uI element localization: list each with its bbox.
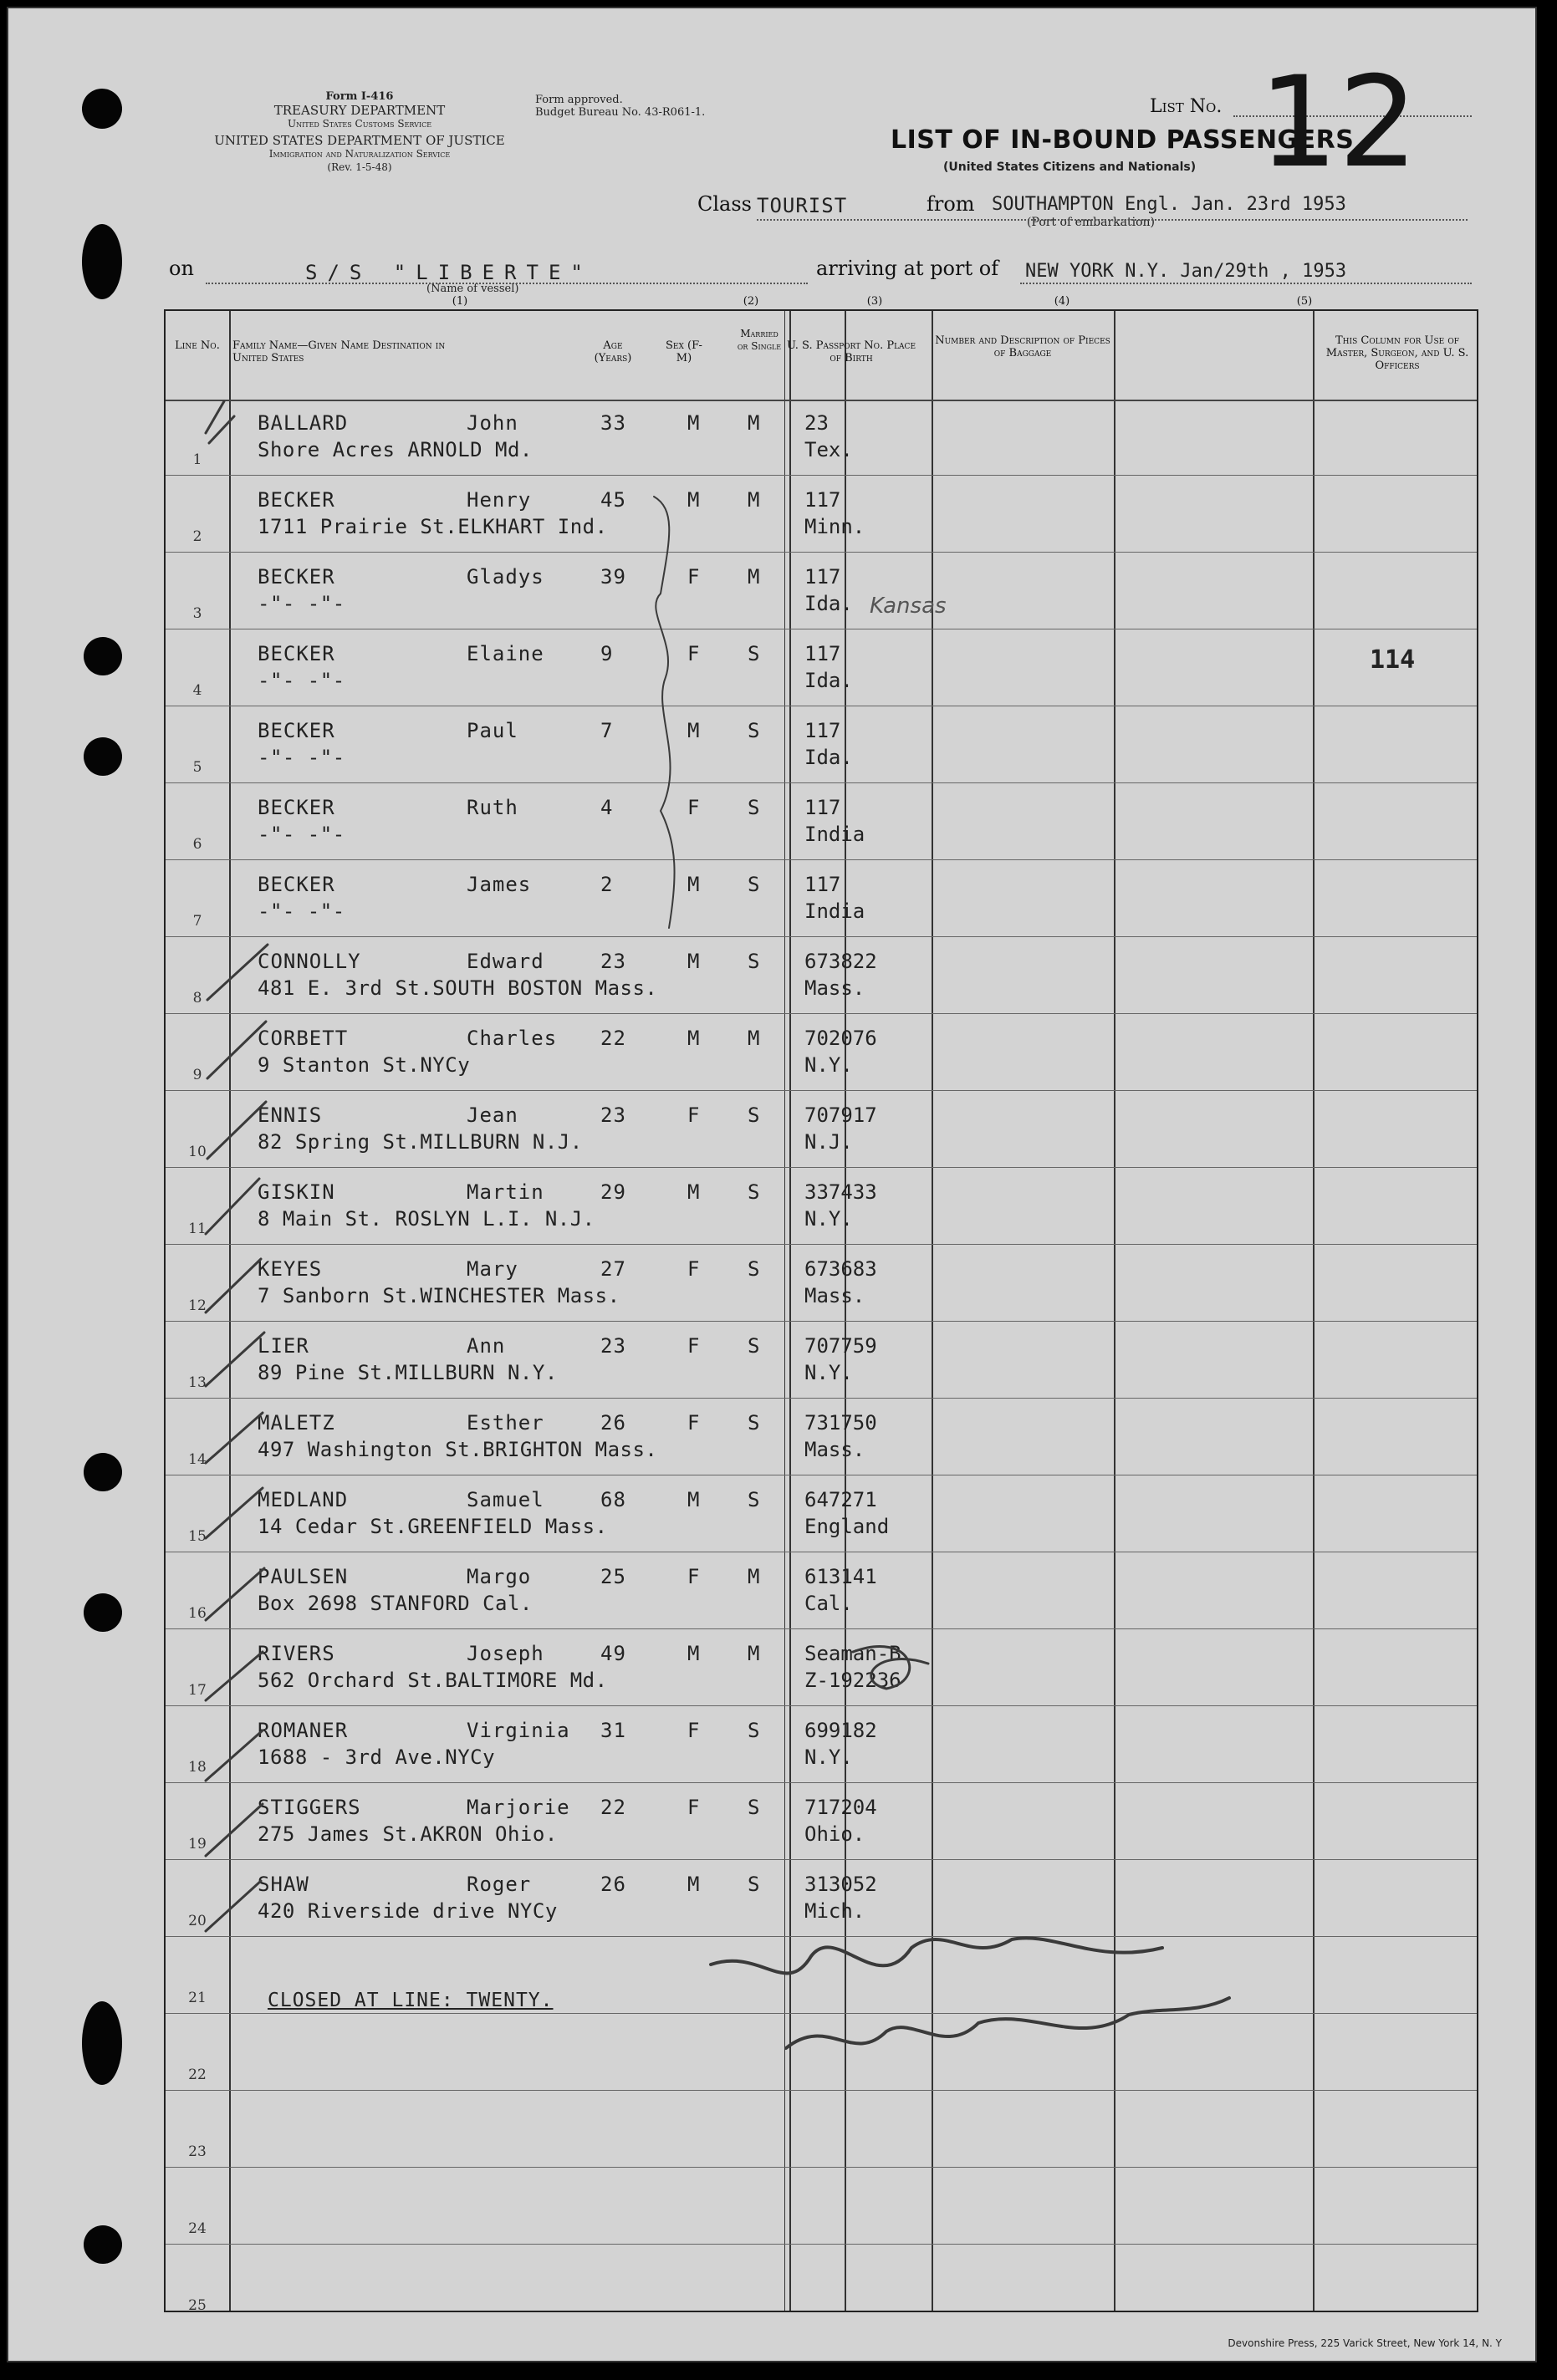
table-row [166, 553, 1477, 630]
given-name: Edward [467, 950, 544, 973]
family-name: ROMANER [258, 1719, 349, 1742]
family-name: KEYES [258, 1257, 323, 1281]
marital-status: S [748, 1488, 761, 1511]
given-name: Jean [467, 1103, 518, 1127]
given-name: Joseph [467, 1642, 544, 1665]
row-divider [166, 2167, 1477, 2168]
row-divider [166, 1705, 1477, 1706]
table-row [166, 938, 1477, 1015]
form-number: Form I-416 [325, 90, 394, 103]
title: LIST OF IN-BOUND PASSENGERS [891, 125, 1355, 155]
line-no: 16 [188, 1605, 207, 1622]
table-row [166, 861, 1477, 938]
closed-text: CLOSED AT LINE: TWENTY. [268, 1990, 554, 2011]
row-divider [166, 782, 1477, 783]
place-of-birth: Cal. [804, 1592, 853, 1615]
place-of-birth: Mich. [804, 1899, 865, 1923]
line-no: 2 [192, 528, 202, 545]
marital-status: S [748, 1334, 761, 1358]
family-name: BECKER [258, 873, 335, 896]
family-name: CORBETT [258, 1027, 349, 1050]
empty-row [166, 2092, 1477, 2169]
marital-status: M [748, 1642, 761, 1665]
sex: F [687, 1796, 701, 1819]
marital-status: M [748, 411, 761, 435]
customs-label: United States Customs Service [287, 118, 432, 130]
marital-status: S [748, 873, 761, 896]
line-no: 3 [192, 605, 202, 622]
age: 49 [600, 1642, 626, 1665]
given-name: Ruth [467, 796, 518, 819]
list-no-label: List No. [1150, 96, 1223, 117]
row-divider [166, 1936, 1477, 1937]
col-header-age: Age (Years) [594, 339, 632, 364]
col-header-officers: This Column for Use of Master, Surgeon, and U. S. Officers [1325, 334, 1469, 372]
row-divider [166, 1244, 1477, 1245]
age: 26 [600, 1411, 626, 1435]
given-name: Mary [467, 1257, 518, 1281]
family-name: RIVERS [258, 1642, 335, 1665]
given-name: James [467, 873, 532, 896]
destination: 82 Spring St.MILLBURN N.J. [258, 1130, 583, 1154]
port-embark-caption: (Port of embarkation) [1027, 216, 1155, 229]
sex: F [687, 1257, 701, 1281]
line-no: 15 [188, 1528, 207, 1545]
given-name: Marjorie [467, 1796, 570, 1819]
approval-block [535, 94, 705, 119]
passport-no: 702076 [804, 1027, 877, 1050]
marital-status: S [748, 642, 761, 665]
family-name: ENNIS [258, 1103, 323, 1127]
sex: M [687, 488, 701, 512]
line-no: 24 [188, 2220, 207, 2237]
col-header-passport: U. S. Passport No. Place of Birth [786, 339, 916, 364]
line-no: 7 [192, 913, 202, 930]
passport-no: 117 [804, 873, 841, 896]
family-name: BECKER [258, 796, 335, 819]
given-name: Roger [467, 1873, 532, 1896]
line-no: 21 [188, 1990, 207, 2006]
age: 45 [600, 488, 626, 512]
col-num-baggage: (4) [1054, 295, 1070, 308]
destination: 7 Sanborn St.WINCHESTER Mass. [258, 1284, 620, 1307]
family-name: LIER [258, 1334, 309, 1358]
family-name: PAULSEN [258, 1565, 349, 1588]
marital-status: M [748, 565, 761, 589]
marital-status: S [748, 1719, 761, 1742]
family-name: BALLARD [258, 411, 349, 435]
sex: F [687, 565, 701, 589]
place-of-birth: Z-192236 [804, 1669, 901, 1692]
line-no: 19 [188, 1836, 207, 1853]
table-row [166, 1630, 1477, 1707]
row-divider [166, 1859, 1477, 1860]
line-no: 25 [188, 2297, 207, 2314]
marital-status: S [748, 950, 761, 973]
passenger-table [164, 309, 1478, 2312]
punch-hole [84, 1453, 122, 1491]
family-name: BECKER [258, 488, 335, 512]
big-list-number: 12 [1258, 50, 1418, 196]
subtitle: (United States Citizens and Nationals) [943, 161, 1197, 174]
destination: 497 Washington St.BRIGHTON Mass. [258, 1438, 658, 1461]
given-name: John [467, 411, 518, 435]
col-header-married: Married or Single [737, 328, 782, 352]
place-of-birth: Minn. [804, 515, 865, 538]
age: 27 [600, 1257, 626, 1281]
class-label: Class [697, 192, 752, 216]
table-row [166, 1476, 1477, 1553]
revision-label: (Rev. 1-5-48) [327, 161, 392, 173]
manifest-page [7, 7, 1537, 2362]
officers-note: 114 [1370, 645, 1416, 675]
age: 29 [600, 1180, 626, 1204]
sex: F [687, 1719, 701, 1742]
approved-label: Form approved. [535, 94, 623, 106]
arrival-line [1020, 283, 1472, 284]
col-num-passport: (3) [866, 295, 883, 308]
family-name: GISKIN [258, 1180, 335, 1204]
line-no: 1 [192, 451, 202, 468]
age: 39 [600, 565, 626, 589]
sex: M [687, 411, 701, 435]
sex: M [687, 1180, 701, 1204]
marital-status: M [748, 1027, 761, 1050]
destination: Box 2698 STANFORD Cal. [258, 1592, 533, 1615]
line-no: 11 [188, 1221, 207, 1237]
destination: 8 Main St. ROSLYN L.I. N.J. [258, 1207, 595, 1231]
empty-row [166, 2245, 1477, 2322]
passport-no: 707917 [804, 1103, 877, 1127]
line-no: 18 [188, 1759, 207, 1776]
place-of-birth: N.Y. [804, 1361, 853, 1384]
col-num-officers: (5) [1296, 295, 1313, 308]
age: 7 [600, 719, 614, 742]
on-label: on [169, 257, 194, 280]
destination: -"- -"- [258, 900, 345, 923]
row-divider [166, 2090, 1477, 2091]
destination: 562 Orchard St.BALTIMORE Md. [258, 1669, 608, 1692]
passport-no: 731750 [804, 1411, 877, 1435]
family-name: BECKER [258, 565, 335, 589]
row-divider [166, 552, 1477, 553]
row-divider [166, 1013, 1477, 1014]
age: 33 [600, 411, 626, 435]
sex: M [687, 1642, 701, 1665]
col-header-sex: Sex (F-M) [666, 339, 702, 364]
justice-label: UNITED STATES DEPARTMENT OF JUSTICE [214, 133, 505, 148]
punch-hole [84, 1593, 122, 1632]
passport-no: 647271 [804, 1488, 877, 1511]
destination: 9 Stanton St.NYCy [258, 1053, 471, 1077]
passport-no: 613141 [804, 1565, 877, 1588]
age: 68 [600, 1488, 626, 1511]
sex: F [687, 1103, 701, 1127]
passport-no: 117 [804, 719, 841, 742]
table-row [166, 1246, 1477, 1323]
row-divider [166, 475, 1477, 476]
destination: -"- -"- [258, 823, 345, 846]
given-name: Ann [467, 1334, 506, 1358]
sex: F [687, 1411, 701, 1435]
sex: M [687, 719, 701, 742]
passport-no: 707759 [804, 1334, 877, 1358]
table-row [166, 1323, 1477, 1399]
passport-no: 337433 [804, 1180, 877, 1204]
age: 26 [600, 1873, 626, 1896]
age: 2 [600, 873, 614, 896]
age: 4 [600, 796, 614, 819]
given-name: Henry [467, 488, 532, 512]
class-value: TOURIST [757, 194, 848, 217]
row-divider [166, 1167, 1477, 1168]
treasury-label: TREASURY DEPARTMENT [273, 103, 446, 118]
marital-status: S [748, 1257, 761, 1281]
passport-no: 117 [804, 642, 841, 665]
budget-label: Budget Bureau No. 43-R061-1. [535, 106, 706, 119]
vessel-line [206, 283, 808, 284]
given-name: Margo [467, 1565, 532, 1588]
passport-no: Seaman-B [804, 1642, 901, 1665]
sex: M [687, 1488, 701, 1511]
given-name: Elaine [467, 642, 544, 665]
from-value: SOUTHAMPTON Engl. Jan. 23rd 1953 [992, 194, 1346, 215]
family-name: SHAW [258, 1873, 309, 1896]
table-row [166, 630, 1477, 707]
age: 25 [600, 1565, 626, 1588]
handwritten-kansas: Kansas [870, 594, 947, 619]
marital-status: S [748, 1796, 761, 1819]
marital-status: S [748, 1411, 761, 1435]
place-of-birth: England [804, 1515, 890, 1538]
line-no: 17 [188, 1682, 207, 1699]
row-divider [166, 936, 1477, 937]
passport-no: 23 [804, 411, 829, 435]
empty-row [166, 2015, 1477, 2092]
passport-no: 117 [804, 565, 841, 589]
family-name: CONNOLLY [258, 950, 361, 973]
line-no: 12 [188, 1297, 207, 1314]
table-row [166, 784, 1477, 861]
place-of-birth: India [804, 823, 865, 846]
place-of-birth: N.Y. [804, 1207, 853, 1231]
sex: M [687, 1027, 701, 1050]
age: 23 [600, 1103, 626, 1127]
place-of-birth: N.Y. [804, 1746, 853, 1769]
form-info-block [167, 90, 552, 174]
from-label: from [927, 192, 975, 216]
passport-no: 673822 [804, 950, 877, 973]
row-divider [166, 1628, 1477, 1629]
punch-hole [82, 2001, 122, 2085]
row-divider [166, 1321, 1477, 1322]
place-of-birth: Ida. [804, 592, 853, 615]
passport-no: 117 [804, 796, 841, 819]
passport-no: 313052 [804, 1873, 877, 1896]
place-of-birth: Mass. [804, 976, 865, 1000]
ins-label: Immigration and Naturalization Service [268, 148, 451, 160]
marital-status: S [748, 1873, 761, 1896]
destination: Shore Acres ARNOLD Md. [258, 438, 533, 461]
sex: F [687, 1334, 701, 1358]
line-no: 14 [188, 1451, 207, 1468]
given-name: Esther [467, 1411, 544, 1435]
age: 31 [600, 1719, 626, 1742]
place-of-birth: N.J. [804, 1130, 853, 1154]
sex: F [687, 796, 701, 819]
row-divider [166, 2013, 1477, 2014]
marital-status: S [748, 1180, 761, 1204]
age: 23 [600, 950, 626, 973]
destination: 1688 - 3rd Ave.NYCy [258, 1746, 496, 1769]
given-name: Martin [467, 1180, 544, 1204]
line-no: 10 [188, 1144, 207, 1160]
destination: 420 Riverside drive NYCy [258, 1899, 558, 1923]
table-row [166, 1784, 1477, 1861]
age: 23 [600, 1334, 626, 1358]
row-divider [166, 859, 1477, 860]
table-row [166, 1553, 1477, 1630]
family-name: MEDLAND [258, 1488, 349, 1511]
age: 9 [600, 642, 614, 665]
given-name: Charles [467, 1027, 558, 1050]
arriving-label: arriving at port of [816, 257, 999, 280]
destination: 1711 Prairie St.ELKHART Ind. [258, 515, 608, 538]
place-of-birth: India [804, 900, 865, 923]
empty-row [166, 2169, 1477, 2245]
destination: -"- -"- [258, 592, 345, 615]
printer-credit: Devonshire Press, 225 Varick Street, New York 14, N. Y [1228, 2337, 1502, 2349]
given-name: Samuel [467, 1488, 544, 1511]
marital-status: M [748, 488, 761, 512]
col-header-name: Family Name—Given Name Destination in United States [232, 339, 446, 364]
line-no: 4 [192, 682, 202, 699]
age: 22 [600, 1796, 626, 1819]
destination: 89 Pine St.MILLBURN N.Y. [258, 1361, 558, 1384]
col-num-married: (2) [743, 295, 759, 308]
sex: M [687, 950, 701, 973]
sex: M [687, 1873, 701, 1896]
place-of-birth: N.Y. [804, 1053, 853, 1077]
table-row [166, 1861, 1477, 1938]
place-of-birth: Tex. [804, 438, 853, 461]
destination: 275 James St.AKRON Ohio. [258, 1822, 558, 1846]
passport-no: 717204 [804, 1796, 877, 1819]
line-no: 13 [188, 1374, 207, 1391]
destination: -"- -"- [258, 669, 345, 692]
family-name: BECKER [258, 642, 335, 665]
place-of-birth: Ida. [804, 746, 853, 769]
col-num-name: (1) [452, 295, 468, 308]
row-divider [166, 1398, 1477, 1399]
col-header-baggage: Number and Description of Pieces of Baggage [935, 334, 1110, 359]
given-name: Paul [467, 719, 518, 742]
family-name: STIGGERS [258, 1796, 361, 1819]
marital-status: M [748, 1565, 761, 1588]
destination: 14 Cedar St.GREENFIELD Mass. [258, 1515, 608, 1538]
destination: -"- -"- [258, 746, 345, 769]
table-row [166, 400, 1477, 477]
passport-no: 673683 [804, 1257, 877, 1281]
line-no: 23 [188, 2143, 207, 2160]
place-of-birth: Mass. [804, 1284, 865, 1307]
line-no: 9 [192, 1067, 202, 1083]
row-divider [166, 2244, 1477, 2245]
line-no: 5 [192, 759, 202, 776]
line-no: 6 [192, 836, 202, 853]
table-row [166, 1707, 1477, 1784]
row-divider [166, 1782, 1477, 1783]
sex: F [687, 1565, 701, 1588]
punch-hole [84, 737, 122, 776]
table-row [166, 1092, 1477, 1169]
punch-hole [82, 224, 122, 299]
punch-hole [84, 2225, 122, 2264]
passport-no: 699182 [804, 1719, 877, 1742]
family-name: BECKER [258, 719, 335, 742]
family-name: MALETZ [258, 1411, 335, 1435]
row-divider [166, 1090, 1477, 1091]
class-line [757, 219, 1468, 221]
line-no: 8 [192, 990, 202, 1007]
marital-status: S [748, 719, 761, 742]
arrival-value: NEW YORK N.Y. Jan/29th , 1953 [1025, 261, 1347, 282]
table-row [166, 1399, 1477, 1476]
punch-hole [84, 637, 122, 675]
place-of-birth: Ohio. [804, 1822, 865, 1846]
passport-no: 117 [804, 488, 841, 512]
line-no: 22 [188, 2067, 207, 2083]
table-row [166, 1015, 1477, 1092]
place-of-birth: Ida. [804, 669, 853, 692]
age: 22 [600, 1027, 626, 1050]
table-row [166, 1169, 1477, 1246]
sex: M [687, 873, 701, 896]
place-of-birth: Mass. [804, 1438, 865, 1461]
given-name: Gladys [467, 565, 544, 589]
sex: F [687, 642, 701, 665]
punch-hole [82, 89, 122, 129]
vessel-value: S/S "LIBERTE" [305, 261, 593, 284]
destination: 481 E. 3rd St.SOUTH BOSTON Mass. [258, 976, 658, 1000]
line-no: 20 [188, 1913, 207, 1929]
marital-status: S [748, 796, 761, 819]
marital-status: S [748, 1103, 761, 1127]
table-row [166, 477, 1477, 553]
given-name: Virginia [467, 1719, 570, 1742]
vessel-caption: (Name of vessel) [426, 283, 519, 295]
col-header-line-no: Line No. [175, 339, 220, 352]
table-row [166, 707, 1477, 784]
